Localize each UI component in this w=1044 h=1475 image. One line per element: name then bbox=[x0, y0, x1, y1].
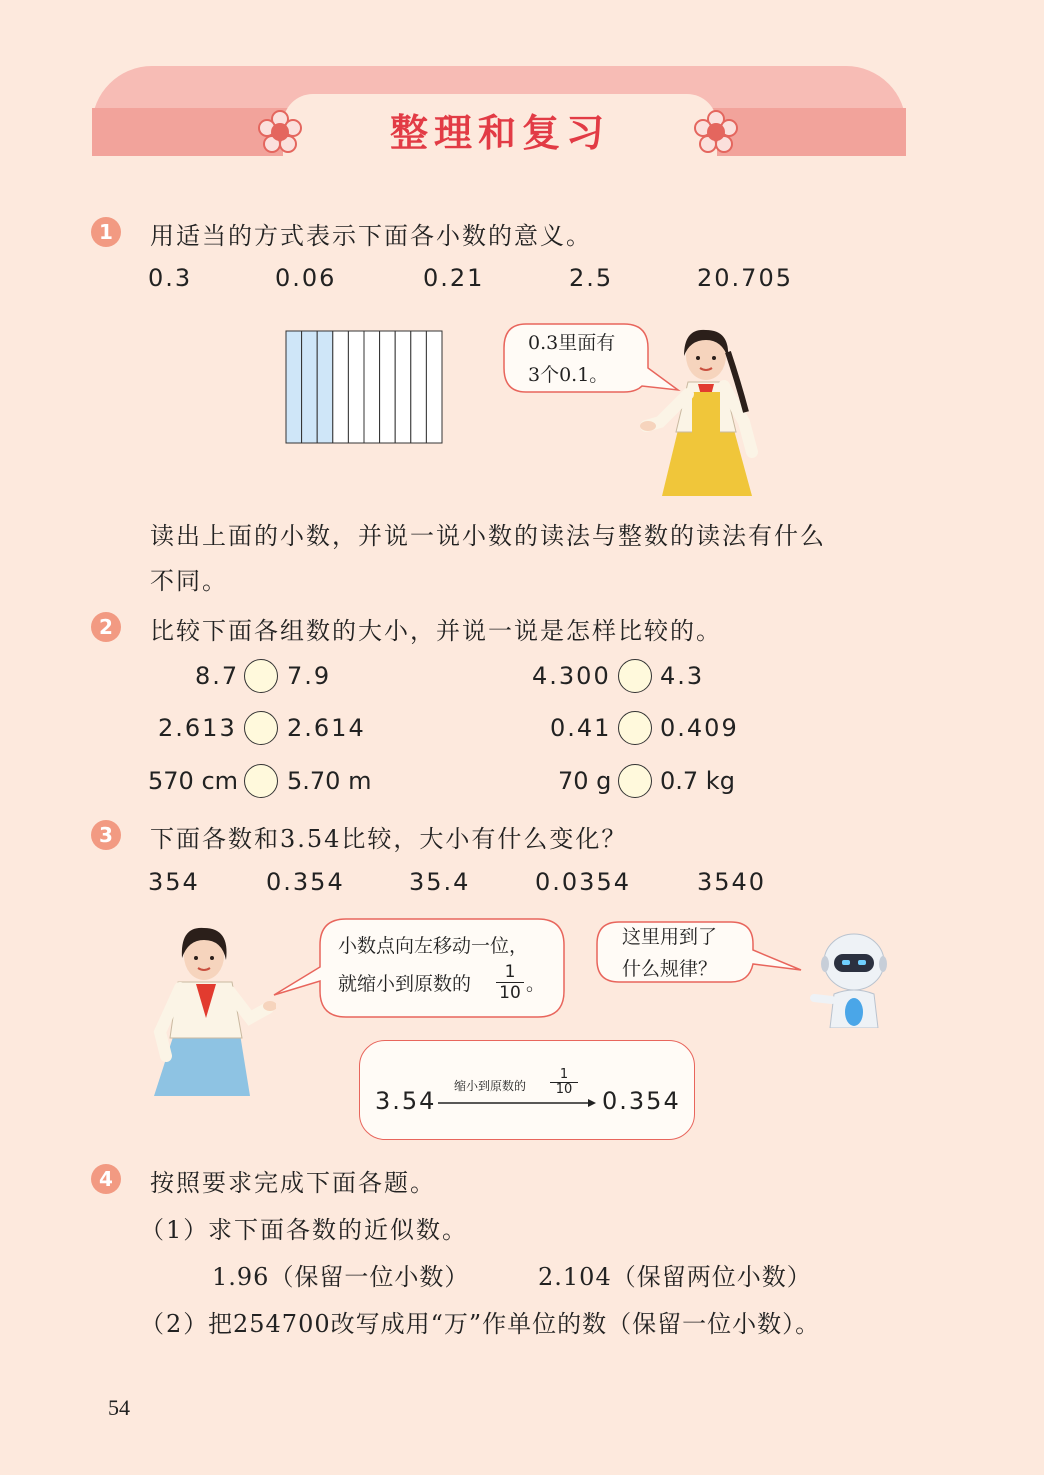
compare-circle[interactable] bbox=[244, 764, 278, 798]
q1-number: 0.21 bbox=[423, 264, 485, 292]
decimal-grid bbox=[285, 330, 445, 444]
robot-illustration bbox=[804, 928, 904, 1028]
grid-cell bbox=[426, 331, 442, 443]
page-number: 54 bbox=[108, 1395, 130, 1420]
fraction bbox=[496, 962, 524, 1003]
grid-cell bbox=[364, 331, 380, 443]
question-4-prompt: 按照要求完成下面各题。 bbox=[150, 1169, 436, 1197]
grid-cell bbox=[395, 331, 411, 443]
speech-bubble-girl-tail: 。 bbox=[526, 973, 546, 995]
compare-left: 0.41 bbox=[550, 714, 612, 742]
question-2-prompt: 比较下面各组数的大小，并说一说是怎样比较的。 bbox=[150, 617, 722, 645]
q4-sub2-text: 把254700改写成用“万”作单位的数（保留一位小数）。 bbox=[208, 1310, 821, 1338]
arrow-label: 缩小到原数的 bbox=[454, 1079, 527, 1093]
grid-cell bbox=[380, 331, 396, 443]
q1-followup-line1: 读出上面的小数，并说一说小数的读法与整数的读法有什么 bbox=[150, 522, 826, 550]
compare-circle[interactable] bbox=[618, 711, 652, 745]
question-3-prompt: 下面各数和3.54比较，大小有什么变化？ bbox=[150, 825, 628, 853]
q1-number: 0.06 bbox=[275, 264, 337, 292]
q4-sub1-item: 2.104（保留两位小数） bbox=[538, 1263, 812, 1291]
grid-cell bbox=[333, 331, 349, 443]
q3-number: 0.354 bbox=[266, 868, 345, 896]
compare-circle[interactable] bbox=[618, 659, 652, 693]
q1-number: 2.5 bbox=[569, 264, 614, 292]
question-number-badge: 2 bbox=[91, 612, 121, 642]
question-number-badge: 1 bbox=[91, 217, 121, 247]
arrow-from-number: 3.54 bbox=[375, 1087, 437, 1115]
page-title: 整理和复习 bbox=[389, 110, 610, 155]
grid-cell-shaded bbox=[302, 331, 318, 443]
q4-sub2-label: （2） bbox=[140, 1310, 210, 1338]
question-number-badge: 4 bbox=[91, 1164, 121, 1194]
right-arrow-icon bbox=[438, 1098, 598, 1108]
grid-cell-shaded bbox=[286, 331, 302, 443]
q3-number: 354 bbox=[148, 868, 200, 896]
flower-icon-left bbox=[258, 110, 302, 154]
compare-right: 2.614 bbox=[287, 714, 366, 742]
q1-number: 20.705 bbox=[697, 264, 793, 292]
grid-cell bbox=[348, 331, 364, 443]
fraction-numerator: 1 bbox=[496, 962, 524, 983]
compare-right: 4.3 bbox=[660, 662, 705, 690]
girl-illustration-2 bbox=[150, 922, 276, 1096]
question-number-badge: 3 bbox=[91, 820, 121, 850]
arrow-fraction bbox=[550, 1068, 578, 1097]
arrow-fraction-numerator: 1 bbox=[550, 1068, 578, 1083]
compare-left: 4.300 bbox=[532, 662, 611, 690]
compare-right: 5.70 m bbox=[287, 767, 372, 795]
speech-bubble-girl-line1: 小数点向左移动一位， bbox=[338, 935, 529, 957]
q4-sub1-label: （1） bbox=[140, 1216, 210, 1244]
arrow-fraction-denominator: 10 bbox=[555, 1082, 573, 1097]
q3-number: 35.4 bbox=[409, 868, 471, 896]
compare-left: 70 g bbox=[558, 767, 612, 795]
q1-number: 0.3 bbox=[148, 264, 193, 292]
q3-number: 3540 bbox=[697, 868, 767, 896]
compare-circle[interactable] bbox=[244, 659, 278, 693]
fraction-denominator: 10 bbox=[499, 983, 521, 1003]
compare-right: 7.9 bbox=[287, 662, 332, 690]
grid-cell bbox=[411, 331, 427, 443]
compare-left: 2.613 bbox=[158, 714, 237, 742]
speech-bubble-girl-line2: 就缩小到原数的 bbox=[338, 973, 472, 995]
grid-cell-shaded bbox=[317, 331, 333, 443]
flower-icon-right bbox=[694, 110, 738, 154]
compare-right: 0.409 bbox=[660, 714, 739, 742]
arrow-to-number: 0.354 bbox=[602, 1087, 681, 1115]
q4-sub1-text: 求下面各数的近似数。 bbox=[208, 1216, 468, 1244]
compare-left: 570 cm bbox=[148, 767, 239, 795]
q3-number: 0.0354 bbox=[535, 868, 631, 896]
speech-bubble-q1-line1: 0.3里面有 bbox=[528, 332, 616, 354]
compare-circle[interactable] bbox=[244, 711, 278, 745]
compare-right: 0.7 kg bbox=[660, 767, 735, 795]
compare-circle[interactable] bbox=[618, 764, 652, 798]
speech-bubble-robot-line2: 什么规律？ bbox=[622, 958, 718, 980]
compare-left: 8.7 bbox=[195, 662, 240, 690]
q4-sub1-item: 1.96（保留一位小数） bbox=[212, 1263, 470, 1291]
question-1-prompt: 用适当的方式表示下面各小数的意义。 bbox=[150, 222, 592, 250]
speech-bubble-q1-line2: 3个0.1。 bbox=[528, 364, 609, 386]
girl-illustration bbox=[640, 322, 772, 496]
speech-bubble-robot-line1: 这里用到了 bbox=[622, 926, 718, 948]
q1-followup-line2: 不同。 bbox=[150, 567, 228, 595]
